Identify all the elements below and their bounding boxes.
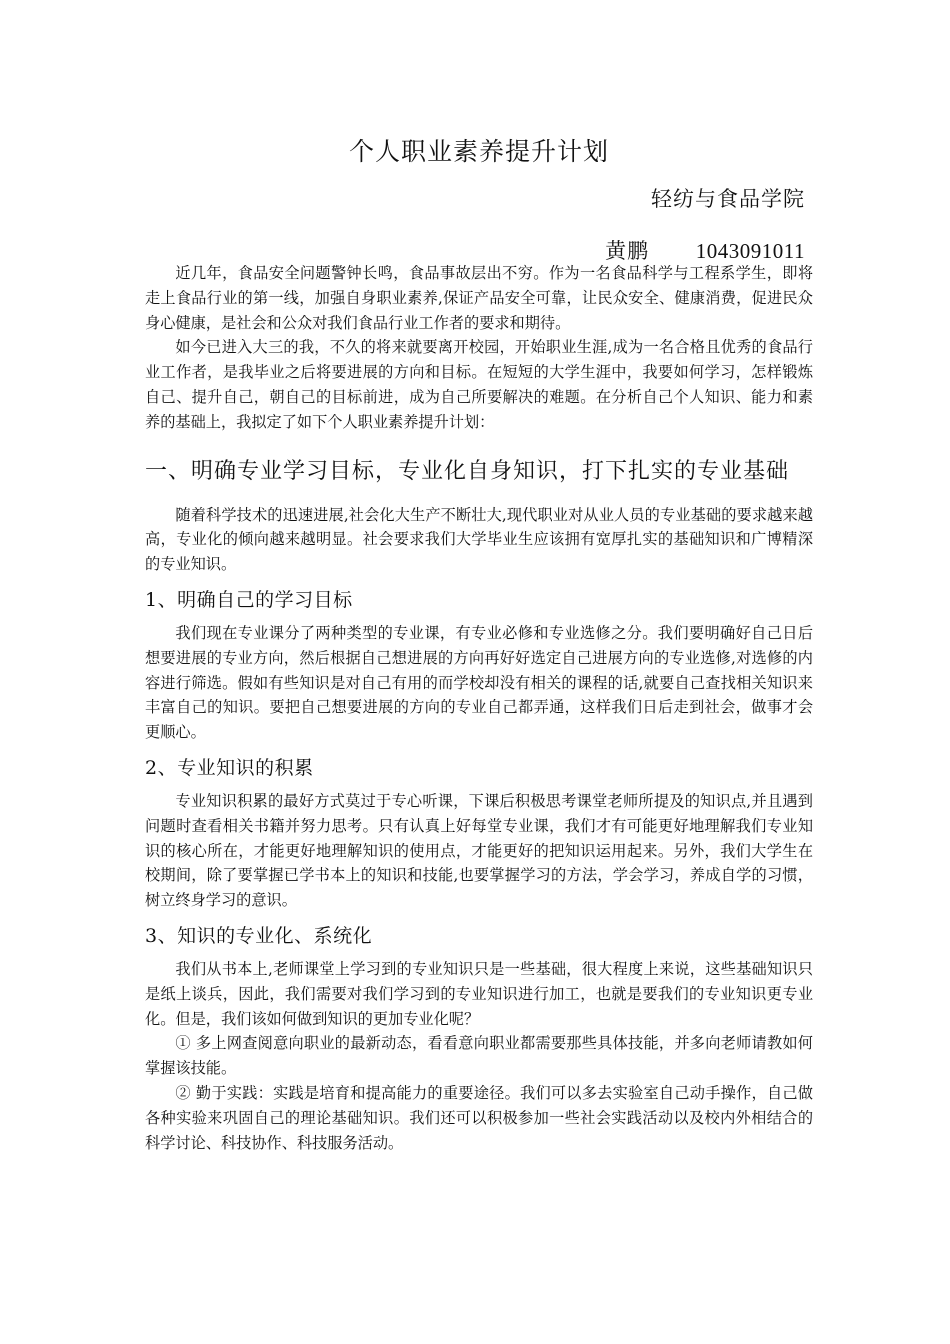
section-1-paragraph: 随着科学技术的迅速进展,社会化大生产不断壮大,现代职业对从业人员的专业基础的要求越来越高，专业化的倾向越来越明显。社会要求我们大学毕业生应该拥有宽厚扎实的基础知识和广博精深的专业知识。	[145, 505, 813, 574]
subsection-3-paragraph-1: 我们从书本上,老师课堂上学习到的专业知识只是一些基础，很大程度上来说，这些基础知识只是纸上谈兵，因此，我们需要对我们学习到的专业知识进行加工，也就是要我们的专业知识更专业化。但是，我们该如何做到知识的更加专业化呢？	[145, 959, 813, 1028]
subsection-1-heading: 1、明确自己的学习目标	[145, 588, 353, 611]
intro-paragraph-2: 如今已进入大三的我，不久的将来就要离开校园，开始职业生涯,成为一名合格且优秀的食品行业工作者，是我毕业之后将要进展的方向和目标。在短短的大学生涯中，我要如何学习，怎样锻炼自己、提升自己，朝自己的目标前进，成为自己所要解决的难题。在分析自己个人知识、能力和素养的基础上，我拟定了如下个人职业素养提升计划：	[145, 338, 813, 431]
school-name: 轻纺与食品学院	[651, 187, 805, 211]
author-name: 黄鹏	[605, 239, 650, 263]
subsection-1-paragraph: 我们现在专业课分了两种类型的专业课，有专业必修和专业选修之分。我们要明确好自己日后想要进展的专业方向，然后根据自己想进展的方向再好好选定自己进展方向的专业选修,对选修的内容进行筛选。假如有些知识是对自己有用的而学校却没有相关的课程的话,就要自己查找相关知识来丰富自己的知识。要把自己想要进展的方向的专业自己都弄通，这样我们日后走到社会，做事才会更顺心。	[145, 623, 813, 742]
section-1-heading: 一、明确专业学习目标，专业化自身知识，打下扎实的专业基础	[145, 458, 790, 484]
document-title: 个人职业素养提升计划	[348, 137, 609, 166]
subsection-2-heading: 2、专业知识的积累	[145, 756, 314, 779]
student-id: 1043091011	[695, 239, 805, 263]
subsection-3-heading: 3、知识的专业化、系统化	[145, 924, 373, 947]
subsection-2-paragraph: 专业知识积累的最好方式莫过于专心听课，下课后积极思考课堂老师所提及的知识点,并且遇到问题时查看相关书籍并努力思考。只有认真上好每堂专业课，我们才有可能更好地理解我们专业知识的核心所在，才能更好地理解知识的使用点，才能更好的把知识运用起来。另外，我们大学生在校期间，除了要掌握已学书本上的知识和技能,也要掌握学习的方法，学会学习，养成自学的习惯，树立终身学习的意识。	[145, 791, 813, 910]
document-body	[145, 261, 813, 1155]
subsection-3-item-1: ① 多上网查阅意向职业的最新动态，看看意向职业都需要那些具体技能，并多向老师请教如何掌握该技能。	[145, 1034, 813, 1078]
subsection-3-item-2: ② 勤于实践：实践是培育和提高能力的重要途径。我们可以多去实验室自己动手操作，自己做各种实验来巩固自己的理论基础知识。我们还可以积极参加一些社会实践活动以及校内外相结合的科学讨论、科技协作、科技服务活动。	[145, 1083, 813, 1152]
intro-paragraph-1: 近几年，食品安全问题警钟长鸣，食品事故层出不穷。作为一名食品科学与工程系学生，即将走上食品行业的第一线，加强自身职业素养,保证产品安全可靠，让民众安全、健康消费，促进民众身心健康，是社会和公众对我们食品行业工作者的要求和期待。	[145, 264, 813, 332]
